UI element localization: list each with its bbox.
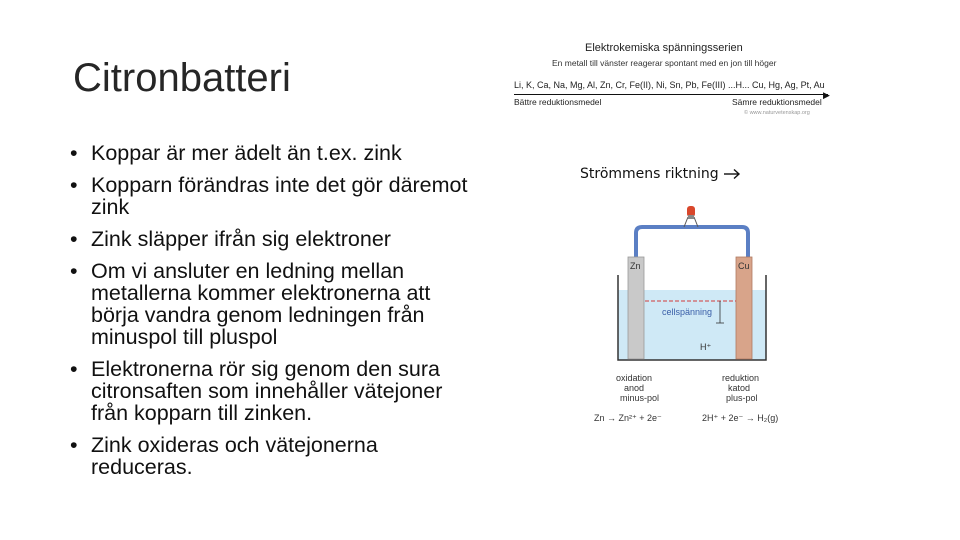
current-direction-text: Strömmens riktning	[580, 166, 719, 182]
voltage-label: cellspänning	[662, 307, 713, 317]
series-credit: © www.naturvetenskap.org	[744, 110, 810, 116]
minus-pole-label: minus-pol	[620, 393, 660, 403]
hydrogen-ion-label: H⁺	[700, 342, 712, 352]
zinc-label: Zn	[630, 261, 641, 271]
arrow-right-icon: ▶	[823, 90, 830, 100]
reduction-label: reduktion	[722, 373, 760, 383]
oxidation-label: oxidation	[616, 373, 653, 383]
arrow-right-icon	[723, 168, 741, 180]
anode-role-labels	[616, 373, 659, 403]
bullet-item: • Om vi ansluter en ledning mellan metallerna kommer elektronerna att börja vandra genom ledningen från minuspol till pluspol	[70, 260, 470, 348]
current-direction-label	[580, 166, 741, 182]
bullet-item: • Elektronerna rör sig genom den sura citronsaften som innehåller vätejoner från kopparn till zinken.	[70, 358, 470, 424]
anode-label: anod	[624, 383, 645, 393]
zinc-electrode	[628, 257, 644, 359]
series-subtitle: En metall till vänster reagerar spontant med en jon till höger	[552, 58, 777, 68]
copper-electrode	[736, 257, 752, 359]
wire	[636, 227, 748, 257]
series-axis-line	[514, 94, 828, 95]
series-left-label: Bättre reduktionsmedel	[514, 97, 602, 107]
zinc-reaction: Zn → Zn²⁺ + 2e⁻	[594, 413, 662, 423]
slide-title: Citronbatteri	[73, 56, 291, 100]
bullet-item: • Kopparn förändras inte det gör däremot zink	[70, 174, 470, 218]
series-right-label: Sämre reduktionsmedel	[732, 97, 822, 107]
plus-pole-label: plus-pol	[726, 393, 758, 403]
series-title: Elektrokemiska spänningsserien	[585, 42, 743, 54]
bullet-item: • Zink släpper ifrån sig elektroner	[70, 228, 470, 250]
bulb-icon	[684, 206, 698, 227]
series-metals: Li, K, Ca, Na, Mg, Al, Zn, Cr, Fe(II), Ni, Sn, Pb, Fe(III) ...H... Cu, Hg, Ag, Pt, Au	[514, 80, 825, 90]
copper-label: Cu	[738, 261, 750, 271]
galvanic-cell-diagram	[590, 195, 820, 435]
hydrogen-reaction: 2H⁺ + 2e⁻ → H₂(g)	[702, 413, 779, 423]
cathode-role-labels	[722, 373, 759, 403]
bullet-list	[70, 142, 470, 488]
cathode-label: katod	[728, 383, 751, 393]
bullet-item: • Koppar är mer ädelt än t.ex. zink	[70, 142, 470, 164]
electrochemical-series-image	[512, 40, 832, 120]
bullet-item: • Zink oxideras och vätejonerna reduceras.	[70, 434, 470, 478]
